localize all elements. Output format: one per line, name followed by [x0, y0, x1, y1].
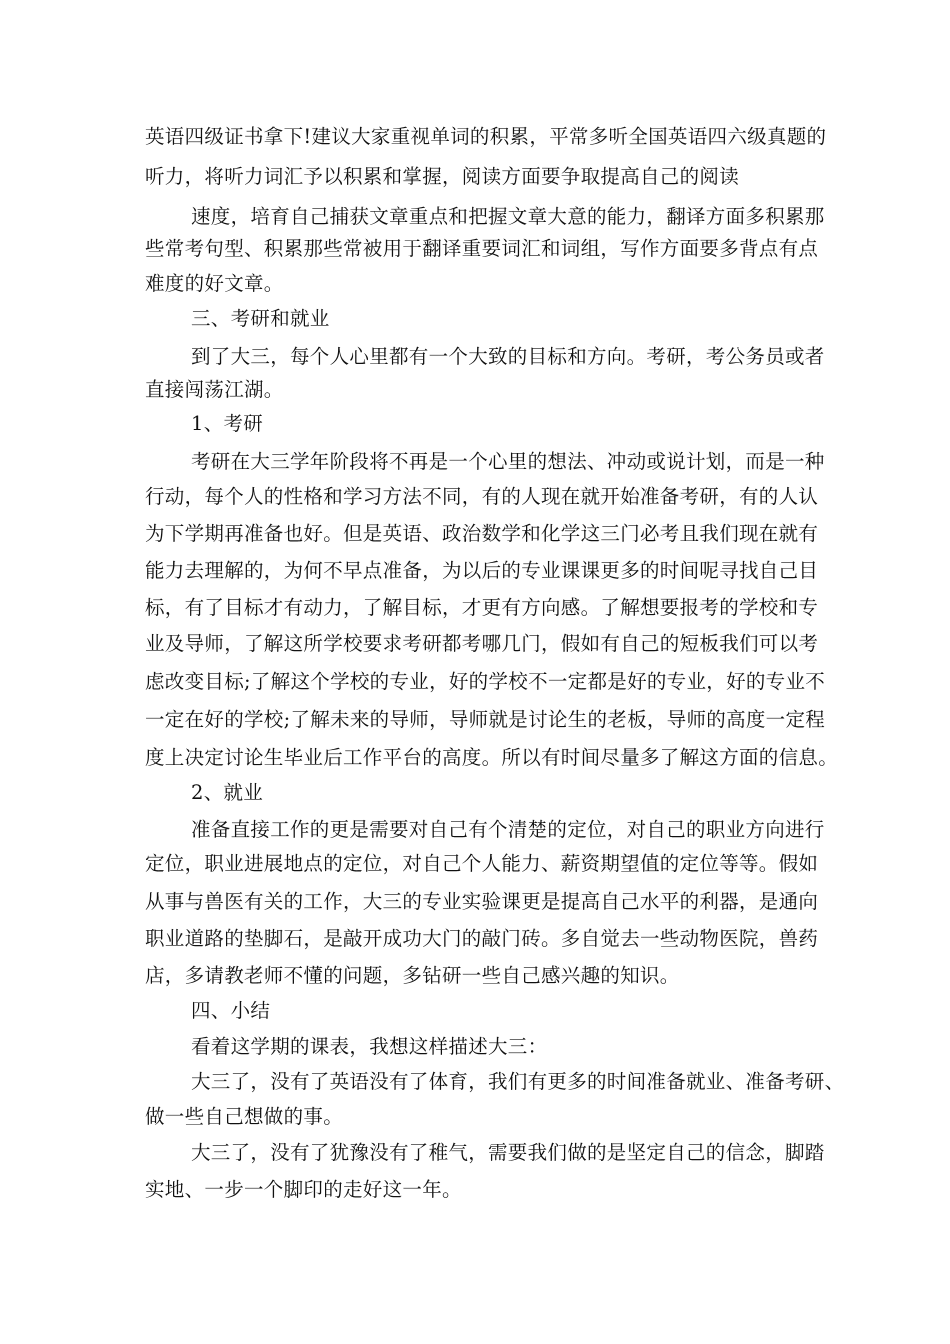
text-line: 为下学期再准备也好。但是英语、政治数学和化学这三门必考且我们现在就有 — [145, 522, 819, 545]
text-line: 难度的好文章。 — [145, 272, 284, 295]
text-line: 直接闯荡江湖。 — [145, 378, 284, 401]
text-line: 一定在好的学校;了解未来的导师，导师就是讨论生的老板，导师的高度一定程 — [145, 708, 826, 731]
text-line: 标，有了目标才有动力，了解目标，才更有方向感。了解想要报考的学校和专 — [145, 596, 819, 619]
text-line: 大三了，没有了犹豫没有了稚气，需要我们做的是坚定自己的信念，脚踏 — [191, 1141, 825, 1164]
text-line: 业及导师，了解这所学校要求考研都考哪几门，假如有自己的短板我们可以考 — [145, 632, 819, 655]
text-line: 考研在大三学年阶段将不再是一个心里的想法、冲动或说计划，而是一种 — [191, 450, 825, 473]
text-line: 实地、一步一个脚印的走好这一年。 — [145, 1178, 462, 1201]
text-line: 看着这学期的课表，我想这样描述大三： — [191, 1035, 548, 1058]
text-line: 虑改变目标;了解这个学校的专业，好的学校不一定都是好的专业，好的专业不 — [145, 670, 826, 693]
section-heading: 四、小结 — [191, 999, 271, 1022]
text-line: 听力，将听力词汇予以积累和掌握，阅读方面要争取提高自己的阅读 — [145, 165, 740, 188]
text-line: 些常考句型、积累那些常被用于翻译重要词汇和词组，写作方面要多背点有点 — [145, 237, 819, 260]
text-line: 速度，培育自己捕获文章重点和把握文章大意的能力，翻译方面多积累那 — [191, 205, 825, 228]
text-line: 做一些自己想做的事。 — [145, 1105, 344, 1128]
text-line: 度上决定讨论生毕业后工作平台的高度。所以有时间尽量多了解这方面的信息。 — [145, 746, 839, 769]
text-line: 职业道路的垫脚石，是敲开成功大门的敲门砖。多自觉去一些动物医院，兽药 — [145, 927, 819, 950]
text-line: 店，多请教老师不懂的问题，多钻研一些自己感兴趣的知识。 — [145, 964, 680, 987]
text-line: 能力去理解的，为何不早点准备，为以后的专业课课更多的时间呢寻找自己目 — [145, 559, 819, 582]
section-heading: 三、考研和就业 — [191, 307, 330, 330]
text-line: 从事与兽医有关的工作，大三的专业实验课更是提高自己水平的利器，是通向 — [145, 890, 819, 913]
text-line: 准备直接工作的更是需要对自己有个清楚的定位，对自己的职业方向进行 — [191, 818, 825, 841]
text-line: 定位，职业进展地点的定位，对自己个人能力、薪资期望值的定位等等。假如 — [145, 852, 819, 875]
text-line: 大三了，没有了英语没有了体育，我们有更多的时间准备就业、准备考研、 — [191, 1070, 845, 1093]
text-line: 英语四级证书拿下!建议大家重视单词的积累，平常多听全国英语四六级真题的 — [145, 125, 827, 148]
subsection-heading: 1、考研 — [191, 412, 264, 435]
subsection-heading: 2、就业 — [191, 781, 264, 804]
text-line: 到了大三，每个人心里都有一个大致的目标和方向。考研，考公务员或者 — [191, 345, 825, 368]
text-line: 行动，每个人的性格和学习方法不同，有的人现在就开始准备考研，有的人认 — [145, 485, 819, 508]
